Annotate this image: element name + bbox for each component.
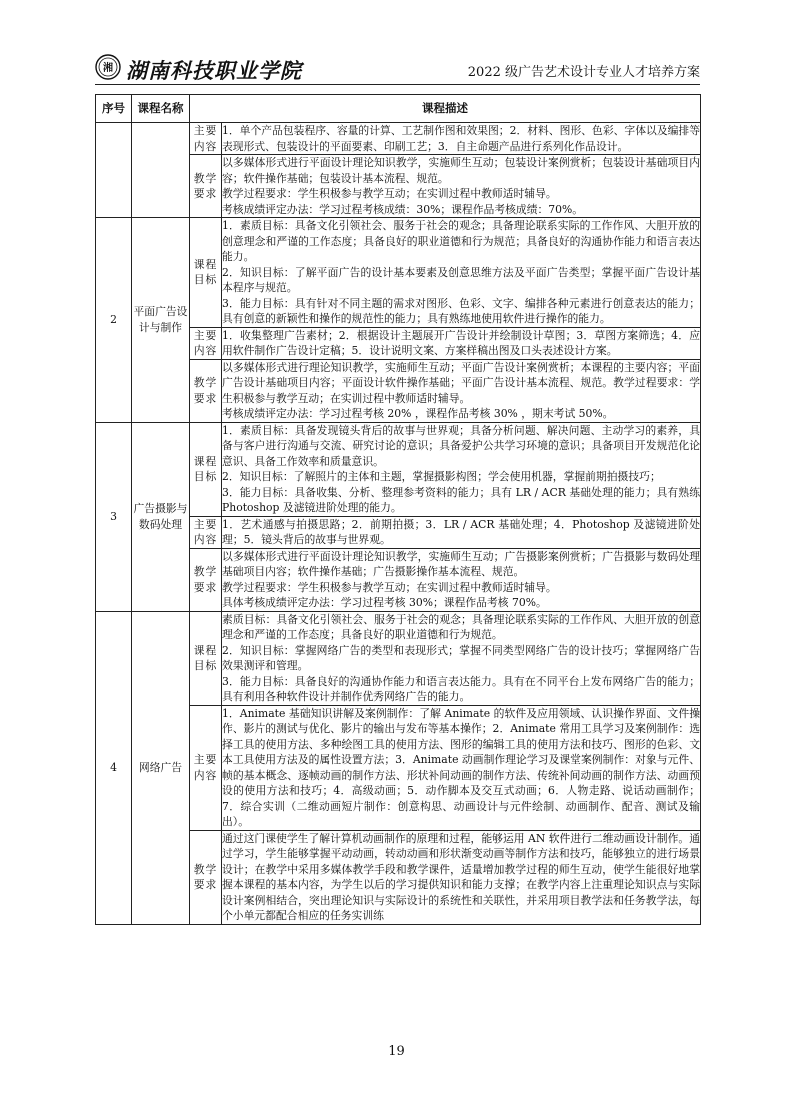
section-label: 主要内容 (190, 705, 222, 830)
course-number: 4 (96, 611, 132, 924)
description-line: 通过这门课使学生了解计算机动画制作的原理和过程，能够运用 AN 软件进行二维动画设计制作。通过学习，学生能够掌握平动动画，转动动画和形状渐变动画等制作方法和技巧，能够独立的进行场景设计；在教学中采用多媒体教学手段和教学课件，适量增加教学过程的师生互动，使学生能很好地掌握本课程的基本内容，为学生以后的学习提供知识和能力支撑；在教学内容上注重理论知识点与实际设计案例相结合，突出理论知识与实际设计的系统性和关联性，并采用项目教学法和任务教学法，每个小单元都配合相应的任务实训练 (222, 831, 700, 922)
description-line: 2．知识目标：掌握网络广告的类型和表现形式；掌握不同类型网络广告的设计技巧；掌握网络广告效果测评和管理。 (222, 643, 700, 672)
description-line: 1．Animate 基础知识讲解及案例制作：了解 Animate 的软件及应用领域、认识操作界面、文件操作、影片的测试与优化、影片的输出与发布等基本操作；2．Animate 常用工具学习及案例制作：选择工具的使用方法、多种绘图工具的使用方法、图形的编辑工具的使用方法和技巧、图形的色彩、文本工具使用方法及的属性设置方法；3．Animate 动画制作理论学习及课堂案例制作：对象与元件、帧的基本概念、逐帧动画的制作方法、形状补间动画的制作方法、传统补间动画的制作方法、动画预设的使用方法和技巧；4．高级动画；5．动作脚本及交互式动画；6．人物走路、说话动画制作；7．综合实训（二维动画短片制作：创意构思、动画设计与元件绘制、动画制作、配音、测试及输出）。 (222, 706, 700, 828)
section-description (222, 155, 701, 218)
description-line: 以多媒体形式进行平面设计理论知识教学，实施师生互动；广告摄影案例赏析；广告摄影与数码处理基础项目内容；软件操作基础；广告摄影操作基本流程、规范。 (222, 549, 700, 578)
header-rule (95, 84, 700, 85)
column-header-number: 序号 (96, 95, 132, 123)
description-line: 以多媒体形式进行平面设计理论知识教学，实施师生互动；包装设计案例赏析；包装设计基础项目内容；软件操作基础；包装设计基本流程、规范。 (222, 156, 700, 185)
section-description (222, 516, 701, 548)
description-line: 3．能力目标：具备收集、分析、整理参考资料的能力；具有 LR / ACR 基础处理的能力；具有熟练 Photoshop 及滤镜进阶处理的能力。 (222, 485, 700, 514)
section-description (222, 705, 701, 830)
description-line: 考核成绩评定办法：学习过程考核成绩：30%；课程作品考核成绩：70%。 (222, 202, 584, 216)
school-logo-text: 湖南科技职业学院 (126, 58, 302, 83)
section-label: 主要内容 (190, 327, 222, 359)
section-description (222, 327, 701, 359)
section-description (222, 123, 701, 155)
description-line: 具体考核成绩评定办法：学习过程考核 30%；课程作品考核 70%。 (222, 596, 547, 609)
column-header-description: 课程描述 (190, 95, 701, 123)
section-label: 课程目标 (190, 611, 222, 705)
section-label: 课程目标 (190, 218, 222, 328)
description-line: 1．艺术通感与拍摄思路；2．前期拍摄；3．LR / ACR 基础处理；4．Photoshop 及滤镜进阶处理；5．镜头背后的故事与世界观。 (222, 517, 700, 546)
course-name: 广告摄影与数码处理 (132, 422, 190, 611)
section-label: 教学要求 (190, 155, 222, 218)
table-row (96, 218, 701, 328)
section-label: 教学要求 (190, 830, 222, 924)
description-line: 素质目标：具备文化引领社会、服务于社会的观念；具备理论联系实际的工作作风、大胆开放的创意理念和严谨的工作态度；具备良好的职业道德和行为规范。 (222, 612, 700, 641)
school-seal-icon (95, 54, 121, 80)
document-title: 2022 级广告艺术设计专业人才培养方案 (467, 65, 700, 80)
table-body (96, 123, 701, 925)
section-label: 主要内容 (190, 516, 222, 548)
section-description (222, 830, 701, 924)
table-row (96, 422, 701, 516)
section-description (222, 611, 701, 705)
description-line: 2．知识目标：了解照片的主体和主题，掌握摄影构图；学会使用机器，掌握前期拍摄技巧； (222, 470, 661, 483)
description-line: 1．单个产品包装程序、容量的计算、工艺制作图和效果图；2．材料、图形、色彩、字体以及编排等表现形式、包装设计的平面要素、印刷工艺；3．自主命题产品进行系列化作品设计。 (222, 124, 701, 153)
course-number: 3 (96, 422, 132, 611)
column-header-course-name: 课程名称 (132, 95, 190, 123)
page-header (95, 54, 700, 86)
section-label: 教学要求 (190, 548, 222, 611)
section-label: 主要内容 (190, 123, 222, 155)
course-name: 平面广告设计与制作 (132, 218, 190, 423)
section-description (222, 359, 701, 422)
section-description (222, 422, 701, 516)
table-row (96, 123, 701, 155)
section-label: 课程目标 (190, 422, 222, 516)
section-description (222, 218, 701, 328)
description-line: 2．知识目标：了解平面广告的设计基本要素及创意思维方法及平面广告类型；掌握平面广告设计基本程序与规范。 (222, 265, 700, 294)
description-line: 教学过程要求：学生积极参与教学互动；在实训过程中教师适时辅导。 (222, 580, 557, 594)
description-line: 考核成绩评定办法：学习过程考核 20% ，课程作品考核 30% ，期末考试 50%。 (222, 407, 614, 420)
section-label: 教学要求 (190, 359, 222, 422)
page-number: 19 (388, 1044, 405, 1059)
course-name: 网络广告 (132, 611, 190, 924)
table-row (96, 611, 701, 705)
description-line: 以多媒体形式进行理论知识教学，实施师生互动；平面广告设计案例赏析；本课程的主要内容；平面广告设计基础项目内容；平面设计软件操作基础；平面广告设计基本流程、规范。教学过程要求：学生积极参与教学互动；在实训过程中教师适时辅导。 (222, 360, 700, 405)
description-line: 3．能力目标：具有针对不同主题的需求对图形、色彩、文字、编排各种元素进行创意表达的能力；具有创意的新颖性和操作的规范性的能力；具有熟练地使用软件进行操作的能力。 (222, 296, 700, 325)
description-line: 1．素质目标：具备文化引领社会、服务于社会的观念；具备理论联系实际的工作作风、大胆开放的创意理念和严谨的工作态度；具备良好的职业道德和行为规范；具备良好的沟通协作能力和语言表达能力。 (222, 219, 700, 263)
description-line: 1．收集整理广告素材；2．根据设计主题展开广告设计并绘制设计草图；3．草图方案筛选；4．应用软件制作广告设计定稿；5．设计说明文案、方案样稿出图及口头表述设计方案。 (222, 328, 700, 357)
seal-text: 湘 (103, 63, 113, 74)
course-number (96, 123, 132, 218)
section-description (222, 548, 701, 611)
description-line: 3．能力目标：具备良好的沟通协作能力和语言表达能力。具有在不同平台上发布网络广告的能力；具有利用各种软件设计并制作优秀网络广告的能力。 (222, 674, 700, 703)
course-number: 2 (96, 218, 132, 423)
course-name (132, 123, 190, 218)
course-table (95, 94, 701, 925)
description-line: 教学过程要求：学生积极参与教学互动；在实训过程中教师适时辅导。 (222, 187, 557, 200)
table-header-row (96, 95, 701, 123)
description-line: 1．素质目标：具备发现镜头背后的故事与世界观；具备分析问题、解决问题、主动学习的素养，具备与客户进行沟通与交流、研究讨论的意识；具备爱护公共学习环境的意识；具备项目开发规范化论意识、具备工作效率和质量意识。 (222, 423, 700, 468)
